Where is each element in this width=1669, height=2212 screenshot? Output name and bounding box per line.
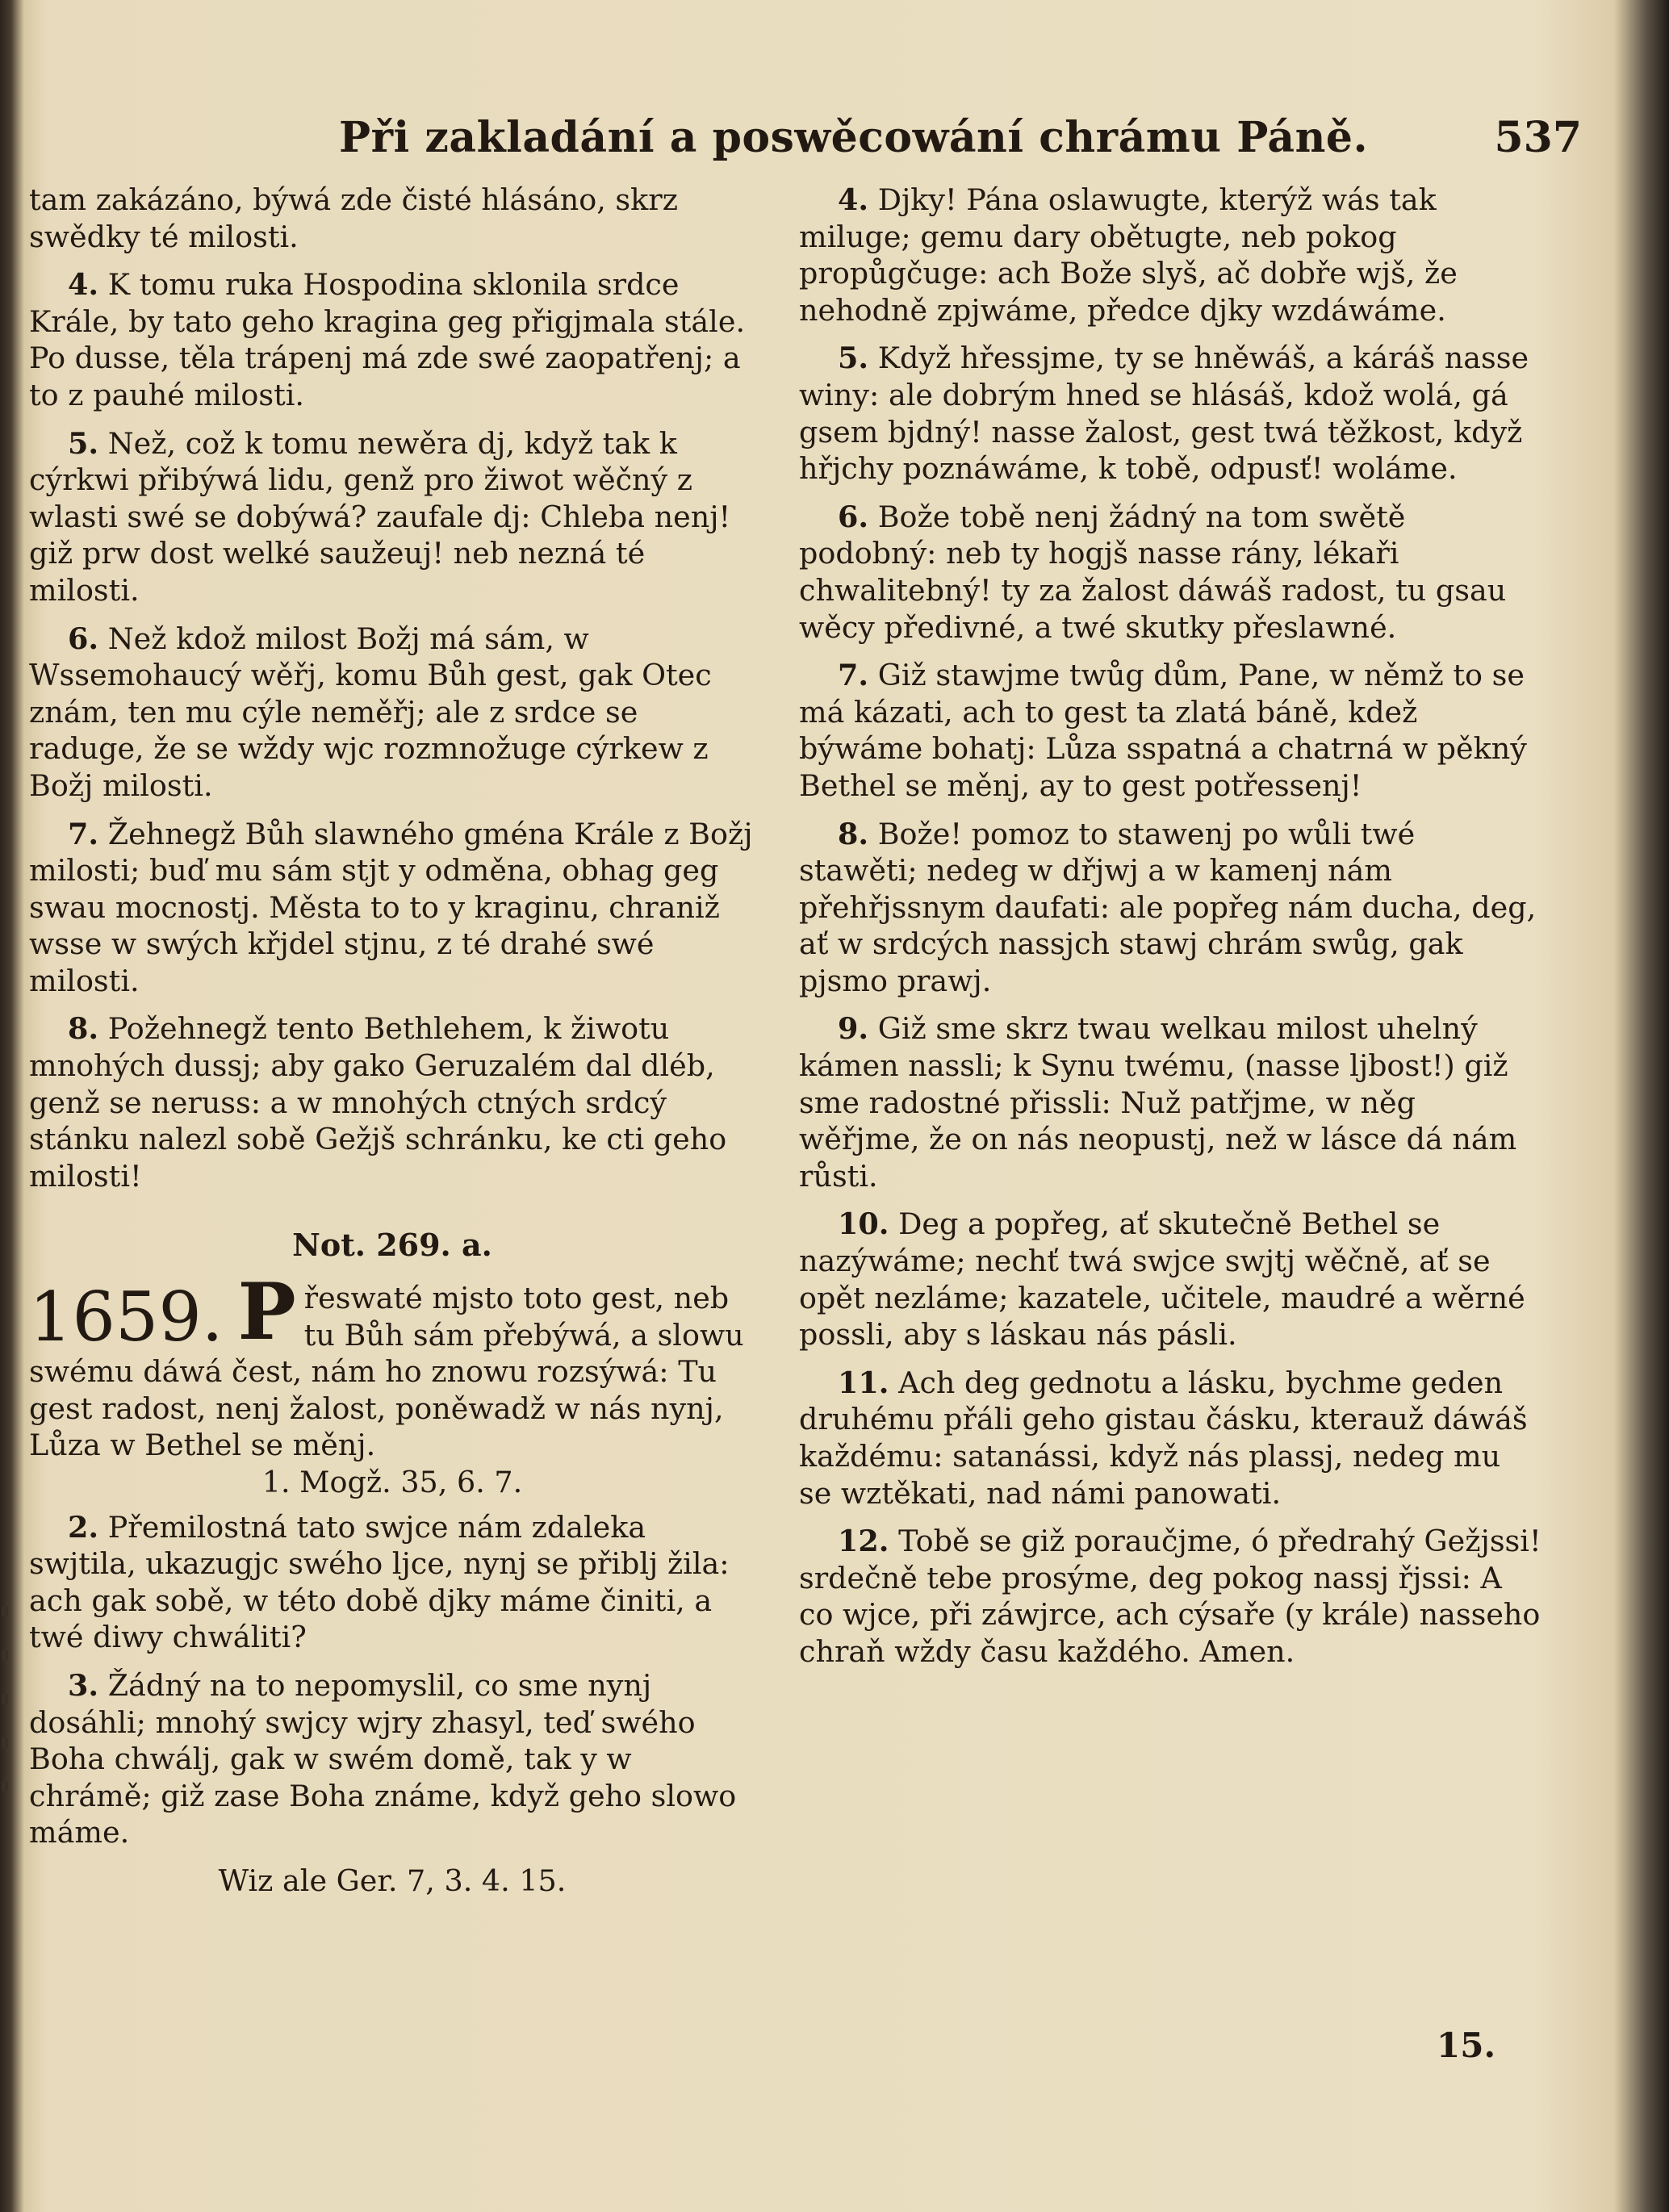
stanza-number: 3. — [68, 1667, 99, 1703]
stanza-text: Než, což k tomu newěra dj, když tak k cýrkwi přibýwá lidu, genž pro žiwot wěčný z wlasti swé se dobýwá? zaufale dj: Chleba nenj! giž prw dost welké saužeuj! neb nezná té milosti. — [29, 425, 731, 608]
opening-lines: tam zakázáno, býwá zde čisté hlásáno, skrz swědky té milosti. — [29, 182, 678, 254]
stanza-text: Přemilostná tato swjce nám zdaleka swjtila, ukazugjc swého ljce, nynj se přiblj žila: ach gak sobě, w této době djky máme činiti, a twé diwy chwáliti? — [29, 1509, 730, 1655]
binding-mark — [2, 1737, 8, 1748]
stanza-text: Žehnegž Bůh slawného gména Krále z Božj milosti; buď mu sám stjt y odměna, obhag geg swau mocnostj. Města to to y kraginu, chraniž wsse w swých křjdel stjnu, z té drahé swé milosti. — [29, 816, 753, 998]
stanza-text: Bože tobě nenj žádný na tom swětě podobný: neb ty hogjš nasse rány, lékaři chwalitebný! ty za žalost dáwáš radost, tu gsau wěcy předivné, a twé skutky přeslawné. — [799, 499, 1507, 645]
binding-mark — [2, 1650, 8, 1661]
stanza-text: Giž stawjme twůg dům, Pane, w němž to se má kázati, ach to gest ta zlatá báně, kdež býwáme bohatj: Lůza sspatná a chatrná w pěkný Bethel se měnj, ay to gest potřessenj! — [799, 658, 1527, 803]
running-title: Při zakladání a poswěcowání chrámu Páně. — [339, 113, 1369, 162]
drop-cap: P — [237, 1266, 296, 1358]
stanza-right-4 — [799, 182, 1541, 328]
stanza-right-5 — [799, 340, 1541, 487]
stanza-left-7 — [29, 816, 755, 1000]
stanza-number: 4. — [68, 267, 99, 303]
stanza-right-11 — [799, 1365, 1541, 1512]
stanza-number: 12. — [838, 1524, 889, 1559]
stanza-text: Než kdož milost Božj má sám, w Wssemohaucý wěřj, komu Bůh gest, gak Otec znám, ten mu cýle neměřj; ale z srdce se raduge, že se wždy wjc rozmnožuge cýrkew z Božj milosti. — [29, 621, 712, 803]
scripture-reference: 1. Mogž. 35, 6. 7. — [261, 1465, 523, 1499]
stanza-text: Když hřessjme, ty se hněwáš, a káráš nasse winy: ale dobrým hned se hlásáš, kdož wolá, gá gsem bjdný! nasse žalost, gest twá těžkost, když hřjchy poznáwáme, k tobě, odpusť! woláme. — [799, 341, 1529, 487]
see-also-reference: Wiz ale Ger. 7, 3. 4. 15. — [218, 1863, 567, 1898]
right-column — [799, 182, 1541, 1682]
stanza-left-8 — [29, 1010, 755, 1194]
stanza-left-4 — [29, 266, 755, 413]
stanza-right-7 — [799, 657, 1541, 804]
stanza-text: Požehnegž tento Bethlehem, k žiwotu mnohých dussj; aby gako Geruzalém dal dléb, genž se neruss: a w mnohých ctných srdcý stánku nalezl sobě Gežjš schránku, ke cti geho milosti! — [29, 1011, 727, 1194]
stanza-number: 5. — [68, 425, 99, 461]
printer-signature: 15. — [1437, 2026, 1496, 2065]
stanza-number: 8. — [68, 1011, 99, 1047]
melody-note: Not. 269. a. — [292, 1227, 492, 1264]
hymn-stanza-2 — [29, 1509, 755, 1656]
hymn-stanza-3 — [29, 1667, 755, 1851]
stanza-text: Deg a popřeg, ať skutečně Bethel se nazýwáme; nechť twá swjce swjtj wěčně, ať se opět nezláme; kazatele, učitele, maudré a wěrné possli, aby s láskau nás pásli. — [799, 1206, 1525, 1353]
stanza-right-8 — [799, 816, 1541, 1000]
stanza-left-5 — [29, 425, 755, 609]
stanza-number: 7. — [838, 658, 869, 693]
stanza-number: 7. — [68, 816, 99, 851]
stanza-right-9 — [799, 1010, 1541, 1194]
stanza-number: 9. — [838, 1011, 869, 1047]
stanza-right-6 — [799, 499, 1541, 646]
stanza-number: 10. — [838, 1206, 889, 1242]
stanza-text: Tobě se giž poraučjme, ó předrahý Gežjssi! srdečně tebe prosýme, deg pokog nassj řjssi: A co wjce, při záwjrce, ach cýsaře (y krále) nasseho chraň wždy času každého. Amen. — [799, 1524, 1541, 1669]
stanza-text: Giž sme skrz twau welkau milost uhelný kámen nassli; k Synu twému, (nasse ljbost!) giž sme radostné přissli: Nuž patřjme, w něg wěřjme, že on nás neopustj, než w lásce dá nám růsti. — [799, 1011, 1517, 1194]
binding-mark — [2, 1780, 8, 1792]
stanza-text: K tomu ruka Hospodina sklonila srdce Krále, by tato geho kragina geg přigjmala stále. Po dusse, těla trápenj má zde swé zaopatřenj; a to z pauhé milosti. — [29, 267, 746, 412]
left-column — [29, 182, 755, 1900]
stanza-left-6 — [29, 621, 755, 805]
hymn-number: 1659. — [29, 1277, 224, 1357]
stanza-text: řeswaté mjsto toto gest, neb tu Bůh sám přebýwá, a slowu swému dáwá čest, nám ho znowu rozsýwá: Tu gest radost, nenj žalost, poněwadž w nás nynj, Lůza w Bethel se měnj. — [29, 1281, 744, 1463]
page-number: 537 — [1494, 113, 1582, 162]
stanza-number: 11. — [838, 1365, 889, 1400]
page-header — [339, 113, 1582, 178]
stanza-number: 8. — [838, 816, 869, 851]
stanza-text: Bože! pomoz to stawenj po wůli twé stawěti; nedeg w dřjwj a w kamenj nám přehřjssnym daufati: ale popřeg nám ducha, deg, ať w srdcých nassjch stawj chrám swůg, gak pjsmo prawj. — [799, 816, 1537, 998]
stanza-number: 2. — [68, 1509, 99, 1545]
stanza-right-12 — [799, 1523, 1541, 1670]
stanza-text: Ach deg gednotu a lásku, bychme geden druhému přáli geho gistau čásku, kterauž dáwáš každému: satanássi, když nás plassj, nedeg mu se wztěkati, nad námi panowati. — [799, 1365, 1528, 1511]
stanza-number: 6. — [838, 499, 869, 534]
stanza-text: Djky! Pána oslawugte, kterýž wás tak miluge; gemu dary obětugte, neb pokog propůgčuge: ach Bože slyš, ač dobře wjš, že nehodně zpjwáme, předce djky wzdáwáme. — [799, 182, 1458, 328]
binding-mark — [2, 1606, 8, 1617]
binding-mark — [2, 1693, 8, 1704]
binding-edge — [0, 1574, 16, 1993]
hymn-first-stanza — [29, 1266, 755, 1464]
stanza-number: 5. — [838, 341, 869, 376]
stanza-number: 4. — [838, 182, 869, 217]
stanza-right-10 — [799, 1206, 1541, 1353]
stanza-text: Žádný na to nepomyslil, co sme nynj dosáhli; mnohý swjcy wjry zhasyl, teď swého Boha chwálj, gak w swém domě, tak y w chrámě; giž zase Boha známe, když geho slowo máme. — [29, 1667, 737, 1850]
stanza-number: 6. — [68, 621, 99, 656]
